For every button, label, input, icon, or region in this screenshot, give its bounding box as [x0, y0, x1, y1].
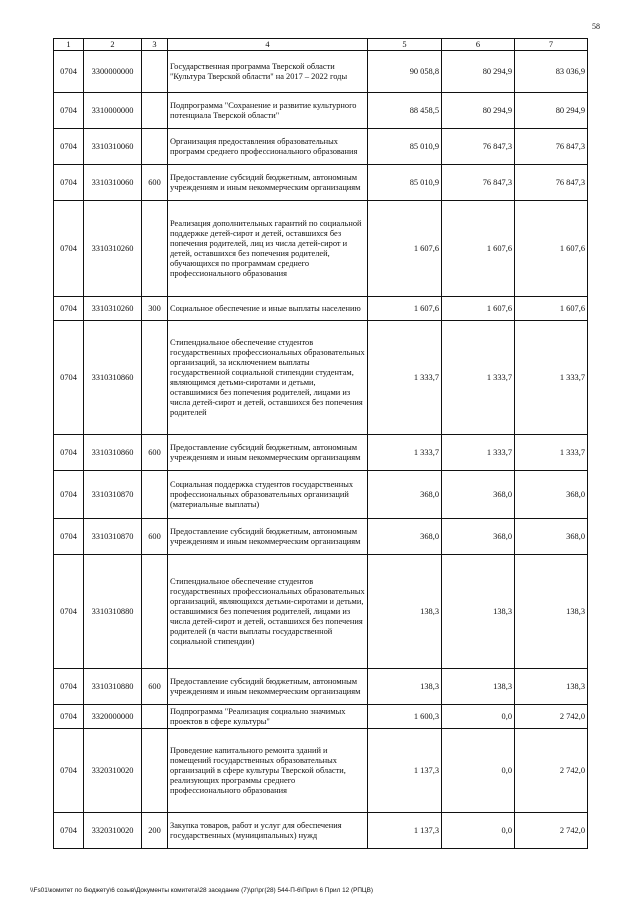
row-amount-col6: 0,0 [442, 705, 515, 729]
row-expense-type: 600 [142, 669, 168, 705]
row-name: Государственная программа Тверской области "Культура Тверской области" на 2017 – 2022 годы [168, 51, 368, 93]
row-section: 0704 [54, 669, 84, 705]
row-amount-col6: 1 607,6 [442, 297, 515, 321]
table-row [54, 297, 588, 321]
row-amount-col7: 83 036,9 [515, 51, 588, 93]
row-expense-type [142, 705, 168, 729]
table-row [54, 201, 588, 297]
row-amount-col7: 1 607,6 [515, 297, 588, 321]
row-code: 3310310880 [84, 669, 142, 705]
table-row [54, 705, 588, 729]
page-number: 58 [592, 22, 600, 31]
table-row [54, 519, 588, 555]
row-section: 0704 [54, 729, 84, 813]
table-row [54, 435, 588, 471]
row-name: Предоставление субсидий бюджетным, автономным учреждениям и иным некоммерческим организациям [168, 519, 368, 555]
row-code: 3310310260 [84, 201, 142, 297]
row-name: Предоставление субсидий бюджетным, автономным учреждениям и иным некоммерческим организациям [168, 435, 368, 471]
row-name: Закупка товаров, работ и услуг для обеспечения государственных (муниципальных) нужд [168, 813, 368, 849]
row-expense-type: 600 [142, 165, 168, 201]
row-name: Реализация дополнительных гарантий по социальной поддержке детей-сирот и детей, оставшихся без попечения родителей, лиц из числа детей-сирот и детей, оставшихся без попечения родителей, обучающихся по программам среднего профессионального образования [168, 201, 368, 297]
row-amount-col6: 0,0 [442, 813, 515, 849]
header-cell: 3 [142, 39, 168, 51]
row-section: 0704 [54, 555, 84, 669]
table-row [54, 729, 588, 813]
row-section: 0704 [54, 471, 84, 519]
row-name: Предоставление субсидий бюджетным, автономным учреждениям и иным некоммерческим организациям [168, 165, 368, 201]
row-section: 0704 [54, 321, 84, 435]
row-amount-col7: 2 742,0 [515, 813, 588, 849]
row-name: Социальное обеспечение и иные выплаты населению [168, 297, 368, 321]
row-amount-col5: 85 010,9 [368, 129, 442, 165]
row-code: 3310310860 [84, 321, 142, 435]
row-section: 0704 [54, 165, 84, 201]
row-amount-col5: 1 137,3 [368, 729, 442, 813]
row-amount-col7: 1 333,7 [515, 435, 588, 471]
row-amount-col7: 76 847,3 [515, 129, 588, 165]
row-section: 0704 [54, 435, 84, 471]
row-amount-col5: 368,0 [368, 471, 442, 519]
row-amount-col6: 76 847,3 [442, 165, 515, 201]
row-amount-col6: 80 294,9 [442, 93, 515, 129]
table-row [54, 129, 588, 165]
row-expense-type: 600 [142, 435, 168, 471]
row-name: Подпрограмма "Сохранение и развитие культурного потенциала Тверской области" [168, 93, 368, 129]
row-amount-col5: 1 137,3 [368, 813, 442, 849]
row-amount-col6: 0,0 [442, 729, 515, 813]
header-cell: 2 [84, 39, 142, 51]
row-code: 3310310060 [84, 165, 142, 201]
table-row [54, 813, 588, 849]
row-section: 0704 [54, 519, 84, 555]
row-name: Стипендиальное обеспечение студентов государственных профессиональных образовательных организаций, являющихся детьми-сиротами и детьми, оставшимися без попечения родителей, лицами из числа детей-сирот и детей, оставшихся без попечения родителей (в части выплаты государственной социальной стипендии) [168, 555, 368, 669]
row-expense-type [142, 129, 168, 165]
row-amount-col7: 368,0 [515, 471, 588, 519]
row-amount-col6: 1 607,6 [442, 201, 515, 297]
row-amount-col5: 1 600,3 [368, 705, 442, 729]
row-amount-col6: 1 333,7 [442, 321, 515, 435]
row-expense-type [142, 201, 168, 297]
row-code: 3310310260 [84, 297, 142, 321]
header-cell: 1 [54, 39, 84, 51]
row-code: 3310310870 [84, 519, 142, 555]
row-expense-type [142, 51, 168, 93]
row-name: Стипендиальное обеспечение студентов государственных профессиональных образовательных организаций, за исключением выплаты государственной социальной стипендии студентам, являющимся детьми-сиротами и детьми, оставшимися без попечения родителей, лицами из числа детей-сирот и детей, оставшихся без попечения родителей [168, 321, 368, 435]
row-amount-col7: 1 607,6 [515, 201, 588, 297]
row-name: Социальная поддержка студентов государственных профессиональных образовательных организаций (материальные выплаты) [168, 471, 368, 519]
row-section: 0704 [54, 297, 84, 321]
row-amount-col5: 1 333,7 [368, 321, 442, 435]
row-amount-col6: 138,3 [442, 555, 515, 669]
header-cell: 5 [368, 39, 442, 51]
row-expense-type [142, 555, 168, 669]
row-expense-type: 200 [142, 813, 168, 849]
table-row [54, 51, 588, 93]
row-section: 0704 [54, 201, 84, 297]
row-code: 3320310020 [84, 813, 142, 849]
row-amount-col5: 1 607,6 [368, 297, 442, 321]
row-amount-col6: 368,0 [442, 519, 515, 555]
row-amount-col6: 1 333,7 [442, 435, 515, 471]
row-code: 3320310020 [84, 729, 142, 813]
row-amount-col6: 76 847,3 [442, 129, 515, 165]
table-row [54, 321, 588, 435]
row-code: 3310310860 [84, 435, 142, 471]
row-amount-col5: 88 458,5 [368, 93, 442, 129]
row-amount-col7: 2 742,0 [515, 729, 588, 813]
row-expense-type [142, 729, 168, 813]
row-amount-col5: 138,3 [368, 555, 442, 669]
header-cell: 6 [442, 39, 515, 51]
row-section: 0704 [54, 129, 84, 165]
table-row [54, 555, 588, 669]
row-expense-type [142, 471, 168, 519]
row-code: 3310310870 [84, 471, 142, 519]
row-amount-col7: 1 333,7 [515, 321, 588, 435]
row-name: Проведение капитального ремонта зданий и помещений государственных образовательных организаций в сфере культуры Тверской области, реализующих программы среднего профессионального образования [168, 729, 368, 813]
row-amount-col7: 138,3 [515, 555, 588, 669]
row-amount-col5: 90 058,8 [368, 51, 442, 93]
row-name: Организация предоставления образовательных программ среднего профессионального образования [168, 129, 368, 165]
header-cell: 7 [515, 39, 588, 51]
row-name: Предоставление субсидий бюджетным, автономным учреждениям и иным некоммерческим организациям [168, 669, 368, 705]
row-expense-type [142, 93, 168, 129]
row-code: 3310000000 [84, 93, 142, 129]
row-code: 3310310880 [84, 555, 142, 669]
row-expense-type [142, 321, 168, 435]
row-amount-col7: 76 847,3 [515, 165, 588, 201]
row-amount-col6: 138,3 [442, 669, 515, 705]
row-section: 0704 [54, 51, 84, 93]
row-amount-col5: 1 607,6 [368, 201, 442, 297]
row-expense-type: 600 [142, 519, 168, 555]
header-row [54, 39, 588, 51]
header-cell: 4 [168, 39, 368, 51]
table-row [54, 93, 588, 129]
budget-table [53, 38, 588, 849]
row-amount-col5: 138,3 [368, 669, 442, 705]
row-code: 3320000000 [84, 705, 142, 729]
row-section: 0704 [54, 705, 84, 729]
row-code: 3300000000 [84, 51, 142, 93]
footer-file-path: \\Fs01\комитет по бюджету\6 созыв\Документы комитета\28 заседание (7)\рг\рг(28) 544-П-6\Прил 6 Прил 12 (РПЦВ) [30, 887, 374, 894]
row-amount-col6: 368,0 [442, 471, 515, 519]
row-amount-col5: 85 010,9 [368, 165, 442, 201]
row-amount-col7: 80 294,9 [515, 93, 588, 129]
table-row [54, 669, 588, 705]
row-amount-col6: 80 294,9 [442, 51, 515, 93]
row-name: Подпрограмма "Реализация социально значимых проектов в сфере культуры" [168, 705, 368, 729]
table-row [54, 165, 588, 201]
row-amount-col7: 138,3 [515, 669, 588, 705]
row-amount-col7: 368,0 [515, 519, 588, 555]
row-code: 3310310060 [84, 129, 142, 165]
row-amount-col5: 368,0 [368, 519, 442, 555]
row-section: 0704 [54, 813, 84, 849]
row-section: 0704 [54, 93, 84, 129]
row-expense-type: 300 [142, 297, 168, 321]
row-amount-col7: 2 742,0 [515, 705, 588, 729]
table-row [54, 471, 588, 519]
row-amount-col5: 1 333,7 [368, 435, 442, 471]
